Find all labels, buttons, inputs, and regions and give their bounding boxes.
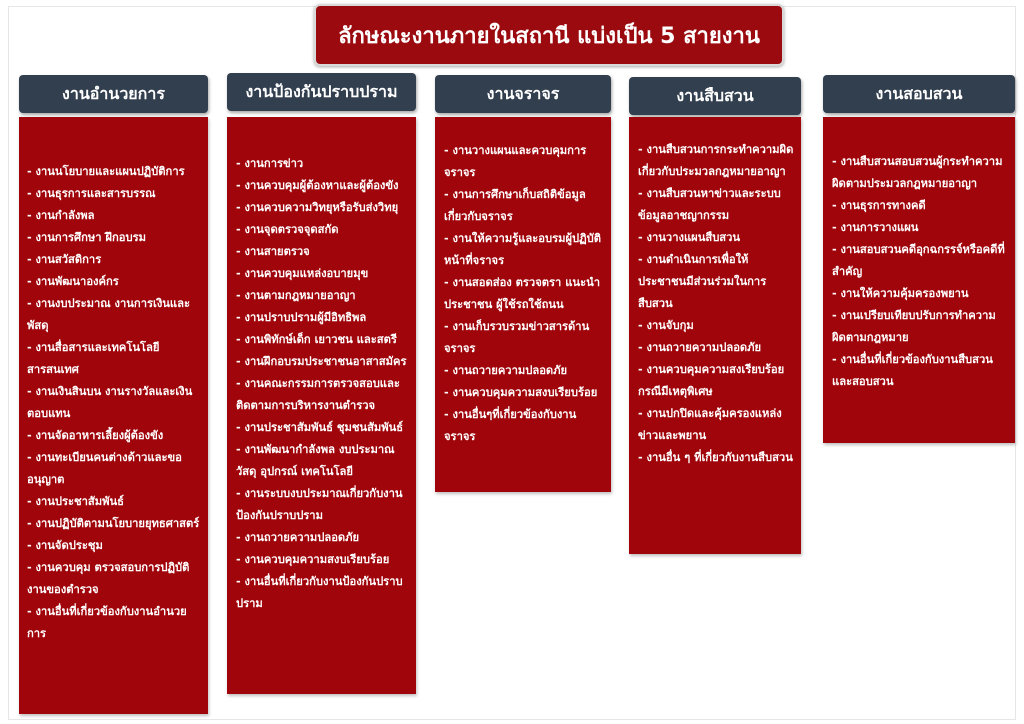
list-item: - งานอื่นที่เกี่ยวกับงานป้องกันปราบปราม [236, 575, 403, 610]
list-item: - งานควบคุม ตรวจสอบการปฏิบัติงานของตำรวจ [27, 561, 190, 596]
list-item: - งานควบความวิทยุหรือรับส่งวิทยุ [236, 201, 399, 214]
column-list-administration [27, 161, 202, 645]
list-item: - งานสืบสวนหาข่าวและระบบข้อมูลอาชญากรรม [638, 187, 781, 222]
diagram-title: ลักษณะงานภายในสถานี แบ่งเป็น 5 สายงาน [314, 4, 784, 66]
list-item: - งานควบคุมแหล่งอบายมุข [236, 267, 369, 280]
list-item: - งานพัฒนาองค์กร [27, 275, 119, 288]
list-item: - งานให้ความรู้และอบรมผู้ปฏิบัติหน้าที่จราจร [444, 232, 602, 267]
list-item: - งานนโยบายและแผนปฏิบัติการ [27, 165, 185, 178]
column-list-inquiry [832, 151, 1007, 393]
column-header-prevention: งานป้องกันปราบปราม [227, 73, 416, 111]
list-item: - งานปราบปรามผู้มีอิทธิพล [236, 311, 367, 324]
list-item: - งานปกปิดและคุ้มครองแหล่งข่าวและพยาน [638, 407, 782, 442]
list-item: - งานฝึกอบรมประชาชนอาสาสมัคร [236, 355, 407, 368]
column-list-prevention [236, 153, 410, 615]
list-item: - งานการข่าว [236, 157, 304, 170]
list-item: - งานเงินสินบน งานรางวัลและเงินตอบแทน [27, 385, 193, 420]
list-item: - งานการวางแผน [832, 221, 919, 234]
list-item: - งานจัดประชุม [27, 539, 103, 552]
list-item: - งานให้ความคุ้มครองพยาน [832, 287, 969, 300]
column-box-inquiry [823, 117, 1015, 443]
list-item: - งานงบประมาณ งานการเงินและพัสดุ [27, 297, 191, 332]
list-item: - งานสอดส่อง ตรวจตรา แนะนำประชาชน ผู้ใช้รถใช้ถนน [444, 276, 601, 311]
column-box-investigation [629, 117, 801, 554]
list-item: - งานดำเนินการเพื่อให้ประชาชนมีส่วนร่วมในการสืบสวน [638, 253, 767, 310]
list-item: - งานวางแผนและควบคุมการจราจร [444, 144, 587, 179]
list-item: - งานพัฒนากำลังพล งบประมาณ วัสดุ อุปกรณ์ เทคโนโลยี [236, 443, 395, 478]
list-item: - งานเก็บรวบรวมข่าวสารด้านจราจร [444, 320, 590, 355]
column-box-administration [19, 117, 208, 714]
list-item: - งานคณะกรรมการตรวจสอบและติดตามการบริหารงานตำรวจ [236, 377, 400, 412]
list-item: - งานจับกุม [638, 319, 694, 332]
list-item: - งานระบบงบประมาณเกี่ยวกับงานป้องกันปราบปราม [236, 487, 403, 522]
list-item: - งานถวายความปลอดภัย [638, 341, 762, 354]
column-header-inquiry: งานสอบสวน [823, 75, 1015, 113]
list-item: - งานถวายความปลอดภัย [444, 364, 568, 377]
list-item: - งานควบคุมความสงเรียบร้อยกรณีมีเหตุพิเศษ [638, 363, 785, 398]
column-box-traffic [435, 117, 611, 492]
list-item: - งานธุรการและสารบรรณ [27, 187, 156, 200]
list-item: - งานการศึกษา ฝึกอบรม [27, 231, 146, 244]
list-item: - งานการศึกษาเก็บสถิติข้อมูลเกี่ยวกับจราจร [444, 188, 586, 223]
list-item: - งานประชาสัมพันธ์ [27, 495, 124, 508]
column-header-traffic: งานจราจร [435, 75, 611, 113]
list-item: - งานสืบสวนสอบสวนผู้กระทำความผิดตามประมวลกฎหมายอาญา [832, 155, 1003, 190]
list-item: - งานสืบสวนการกระทำความผิดเกี่ยวกับประมวลกฎหมายอาญา [638, 143, 794, 178]
list-item: - งานสื่อสารและเทคโนโลยีสารสนเทศ [27, 341, 160, 376]
list-item: - งานจัดอาหารเลี้ยงผู้ต้องขัง [27, 429, 164, 442]
column-header-investigation: งานสืบสวน [629, 77, 801, 115]
list-item: - งานประชาสัมพันธ์ ชุมชนสัมพันธ์ [236, 421, 404, 434]
list-item: - งานตามกฎหมายอาญา [236, 289, 356, 302]
column-header-administration: งานอำนวยการ [19, 75, 208, 113]
list-item: - งานวางแผนสืบสวน [638, 231, 741, 244]
list-item: - งานสวัสดิการ [27, 253, 102, 266]
list-item: - งานทะเบียนคนต่างด้าวและขออนุญาต [27, 451, 182, 486]
list-item: - งานอื่น ๆ ที่เกี่ยวกับงานสืบสวน [638, 451, 793, 464]
list-item: - งานกำลังพล [27, 209, 95, 222]
column-box-prevention [227, 117, 416, 694]
list-item: - งานพิทักษ์เด็ก เยาวชน และสตรี [236, 333, 397, 346]
list-item: - งานสอบสวนคดีอุกฉกรรจ์หรือคดีที่สำคัญ [832, 243, 1005, 278]
column-list-traffic [444, 140, 605, 448]
list-item: - งานจุดตรวจจุดสกัด [236, 223, 339, 236]
list-item: - งานเปรียบเทียบปรับการทำความผิดตามกฎหมาย [832, 309, 996, 344]
list-item: - งานสายตรวจ [236, 245, 310, 258]
list-item: - งานอื่นๆที่เกี่ยวข้องกับงานจราจร [444, 408, 577, 443]
list-item: - งานอื่นที่เกี่ยวข้องกับงานอำนวยการ [27, 605, 187, 640]
list-item: - งานธุรการทางคดี [832, 199, 926, 212]
column-list-investigation [638, 139, 795, 469]
list-item: - งานควบคุมผู้ต้องหาและผู้ต้องขัง [236, 179, 399, 192]
list-item: - งานถวายความปลอดภัย [236, 531, 360, 544]
list-item: - งานปฏิบัติตามนโยบายยุทธศาสตร์ [27, 517, 200, 530]
list-item: - งานควบคุมความสงบเรียบร้อย [444, 386, 598, 399]
list-item: - งานอื่นที่เกี่ยวข้องกับงานสืบสวนและสอบสวน [832, 353, 993, 388]
list-item: - งานควบคุมความสงบเรียบร้อย [236, 553, 390, 566]
